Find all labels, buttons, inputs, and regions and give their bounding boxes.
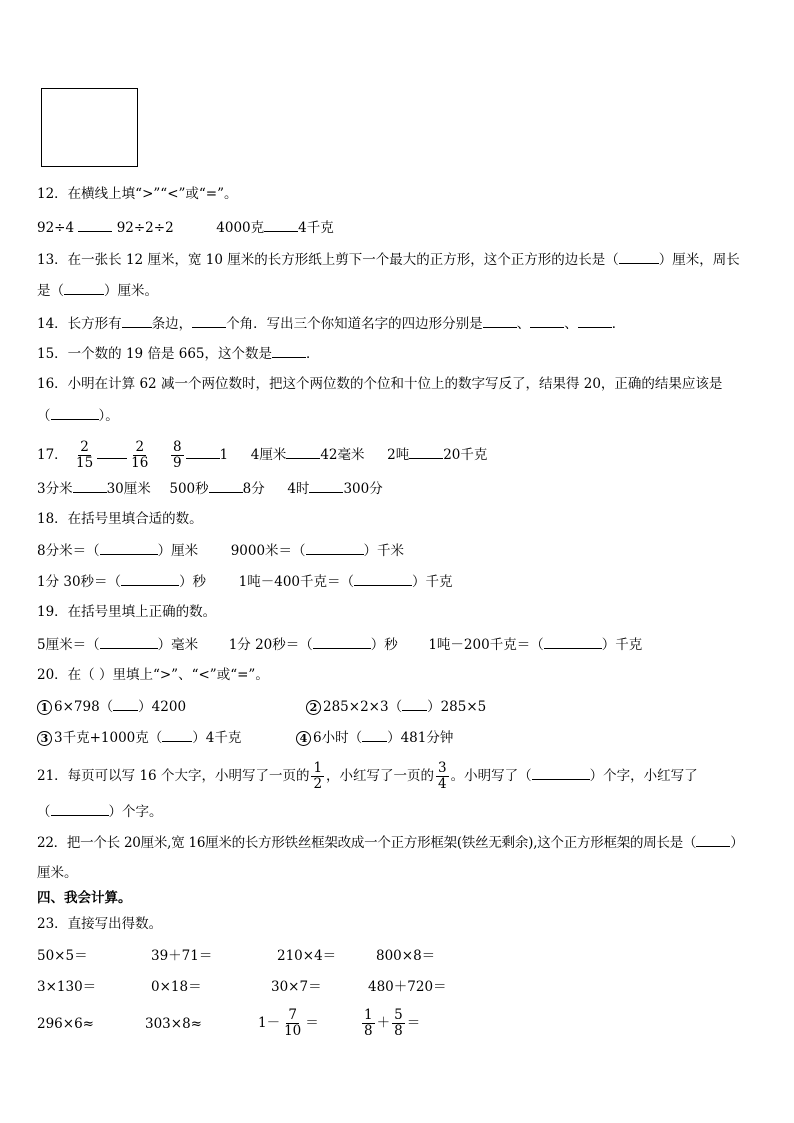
q21-frac1-den: 2	[313, 776, 323, 792]
q20-item3	[37, 727, 241, 748]
q21-blank-ming[interactable]	[532, 765, 590, 780]
q23-r1-c4: 800×8＝	[376, 948, 436, 964]
q21-line2	[37, 801, 163, 822]
q21-text2: ，小红写了一页的	[326, 768, 435, 784]
q14-blank-shape1[interactable]	[483, 313, 517, 328]
q23-r2-c1: 3×130＝	[37, 979, 97, 995]
q18-blank-a[interactable]	[100, 540, 158, 555]
q20-i1-right: ）4200	[138, 699, 187, 715]
q20-blank2[interactable]	[402, 696, 427, 711]
answer-box	[41, 88, 138, 167]
q21-frac2-num: 3	[438, 760, 447, 776]
q18-b-left: 9000米＝（	[230, 543, 306, 559]
q18-d-right: ）千克	[412, 574, 453, 590]
q17-c2-left: 2吨	[387, 447, 410, 463]
q23-r3d-num1: 1	[364, 1007, 373, 1023]
q21-text1: 21．每页可以写 16 个大字，小明写了一页的	[37, 768, 310, 784]
q23-r3c-num: 7	[288, 1007, 297, 1023]
q20-blank4[interactable]	[362, 727, 387, 742]
q17-c1-right: 42毫米	[320, 447, 365, 463]
q18-blank-c[interactable]	[121, 571, 179, 586]
q23-r3c-frac	[282, 1008, 303, 1039]
q17-r2a-left: 3分米	[37, 481, 73, 497]
q17-f3-right: 1	[219, 447, 229, 463]
q20-circle4: 4	[296, 731, 311, 746]
q18-d-left: 1吨－400千克＝（	[238, 574, 355, 590]
q12-title: 12．在横线上填“>”“<”或“=”。	[37, 186, 238, 202]
q15-blank[interactable]	[272, 343, 306, 358]
q16-line2-start: （	[37, 408, 51, 424]
q14-blank-angles[interactable]	[192, 313, 226, 328]
q23-r3-c2: 303×8≈	[145, 1016, 202, 1032]
q17-blank6[interactable]	[209, 478, 243, 493]
q22-line1	[37, 832, 743, 853]
q23-r2-c2: 0×18＝	[151, 979, 202, 995]
q19-blank-b[interactable]	[313, 634, 371, 649]
q17-label: 17．	[37, 447, 68, 463]
q21-line2-end: ）个字。	[108, 804, 163, 820]
q22-text-end: ）	[730, 835, 744, 851]
q19-c-right: ）千克	[601, 637, 643, 653]
q15-text: 15．一个数的 19 倍是 665，这个数是	[37, 346, 272, 362]
q17-frac2-den: 16	[131, 455, 149, 471]
q19-a-right: ）毫米	[157, 637, 199, 653]
q18-c-right: ）秒	[179, 574, 207, 590]
q23-r3d-plus: ＋	[376, 1015, 391, 1031]
q14-text2: 条边，	[151, 316, 193, 332]
q18-title: 18．在括号里填合适的数。	[37, 511, 203, 527]
q12-b-blank[interactable]	[264, 217, 298, 232]
q20-circle3: 3	[37, 731, 52, 746]
q23-r3-c1: 296×6≈	[37, 1016, 94, 1032]
q14-end: ．	[611, 316, 626, 332]
q14-text1: 14．长方形有	[37, 316, 122, 332]
q17-c1-left: 4厘米	[250, 447, 287, 463]
q18-row2	[37, 571, 453, 592]
q20-blank1[interactable]	[113, 696, 138, 711]
q21-text3: 。小明写了（	[450, 768, 532, 784]
q20-i4-left: 6小时（	[313, 730, 363, 746]
q22-line2: 厘米。	[37, 865, 78, 881]
q23-r3d-frac2	[392, 1008, 405, 1039]
q14-blank-shape3[interactable]	[578, 313, 612, 328]
q17-r2c-right: 300分	[343, 481, 383, 497]
q14	[37, 313, 625, 334]
q17-frac3	[171, 440, 184, 471]
q14-sep1: 、	[516, 316, 531, 332]
q22-blank[interactable]	[696, 832, 730, 847]
q17-r2b-right: 8分	[242, 481, 265, 497]
q23-r3-c3	[258, 1004, 319, 1042]
q14-blank-shape2[interactable]	[530, 313, 564, 328]
q21-line2-start: （	[37, 804, 51, 820]
q13-text: 13．在一张长 12 厘米，宽 10 厘米的长方形纸上剪下一个最大的正方形，这个正方形的边长是（	[37, 252, 619, 268]
q16-line2	[37, 405, 119, 426]
q23-r1-c2: 39＋71＝	[151, 948, 213, 964]
q17-frac1	[74, 440, 95, 471]
q16-blank[interactable]	[51, 405, 99, 420]
q13-text-end: ）厘米，周长	[658, 252, 740, 268]
q16-line2-end: ）。	[98, 408, 119, 424]
q23-r3d-den2: 8	[394, 1023, 403, 1039]
q23-r3c-den: 10	[284, 1023, 302, 1039]
q23-r3d-den1: 8	[364, 1023, 373, 1039]
q15	[37, 343, 320, 364]
q18-c-left: 1分 30秒＝（	[37, 574, 122, 590]
q23-r3d-num2: 5	[394, 1007, 403, 1023]
q19-row1	[37, 634, 642, 655]
q17-blank4[interactable]	[409, 444, 443, 459]
q13-line2-start: 是（	[37, 283, 64, 299]
q21-blank-hong[interactable]	[51, 801, 109, 816]
q18-b-right: ）千米	[363, 543, 405, 559]
q13-blank-side[interactable]	[619, 249, 659, 264]
q20-blank3[interactable]	[162, 727, 192, 742]
q20-i3-left: 3千克+1000克（	[54, 730, 163, 746]
q20-i3-right: ）4千克	[192, 730, 242, 746]
q18-a-right: ）厘米	[157, 543, 199, 559]
q20-item2	[306, 696, 486, 717]
q12-a-blank[interactable]	[78, 217, 112, 232]
q21-text4: ）个字，小红写了	[589, 768, 698, 784]
q17-blank5[interactable]	[73, 478, 107, 493]
q21-frac1-num: 1	[313, 760, 323, 776]
q19-blank-c[interactable]	[544, 634, 602, 649]
q23-r1-c1: 50×5＝	[37, 948, 88, 964]
q20-i1-left: 6×798（	[54, 699, 114, 715]
q17-frac3-den: 9	[172, 455, 182, 471]
q21-frac2	[436, 761, 449, 792]
q23-r3d-frac1	[362, 1008, 375, 1039]
q21-line1	[37, 760, 698, 792]
q12-items	[37, 217, 334, 238]
q21-frac2-den: 4	[438, 776, 447, 792]
q19-a-left: 5厘米＝（	[37, 637, 100, 653]
q17-blank7[interactable]	[309, 478, 343, 493]
q21-frac1	[311, 761, 324, 792]
q19-title: 19．在括号里填上正确的数。	[37, 604, 217, 620]
q13-line2	[37, 280, 158, 301]
q23-r3c-eq: ＝	[305, 1015, 319, 1031]
q17-r2c-left: 4时	[287, 481, 310, 497]
q12-b-right: 4千克	[298, 220, 334, 236]
q20-i2-right: ）285×5	[427, 699, 487, 715]
q17-r2b-left: 500秒	[169, 481, 209, 497]
q18-row1	[37, 540, 404, 561]
q12-a-right: 92÷2÷2	[116, 220, 174, 236]
q22-text: 22．把一个长 20厘米,宽 16厘米的长方形铁丝框架改成一个正方形框架(铁丝无剩余),这个正方形框架的周长是（	[37, 835, 697, 851]
q17-blank3[interactable]	[286, 444, 320, 459]
q19-b-left: 1分 20秒＝（	[228, 637, 313, 653]
q17-row2	[37, 478, 383, 499]
q23-r3c-whole: 1－	[258, 1015, 281, 1031]
q17-frac1-num: 2	[80, 439, 89, 455]
q17-frac3-num: 8	[172, 439, 182, 455]
q13-blank-perimeter[interactable]	[64, 280, 104, 295]
q13-line2-end: ）厘米。	[104, 283, 158, 299]
q17-c2-right: 20千克	[443, 447, 488, 463]
q18-a-left: 8分米＝（	[37, 543, 100, 559]
q18-blank-b[interactable]	[306, 540, 364, 555]
q23-title: 23．直接写出得数。	[37, 916, 163, 932]
q20-title: 20．在（ ）里填上“>”、“<”或“=”。	[37, 667, 269, 683]
q17-blank2[interactable]	[186, 444, 220, 459]
q14-text3: 个角．写出三个你知道名字的四边形分别是	[226, 316, 483, 332]
q23-r3d-eq: ＝	[406, 1015, 421, 1031]
q16-line1: 16．小明在计算 62 减一个两位数时，把这个两位数的个位和十位上的数字写反了，结果得 20，正确的结果应该是	[37, 376, 723, 392]
q15-end: ．	[306, 346, 320, 362]
q23-r1-c3: 210×4＝	[277, 948, 337, 964]
q20-circle1: 1	[37, 700, 52, 715]
q18-blank-d[interactable]	[354, 571, 412, 586]
q13-line1	[37, 249, 740, 270]
q19-c-left: 1吨－200千克＝（	[428, 637, 544, 653]
q17-row1	[37, 440, 487, 471]
q17-r2a-right: 30厘米	[106, 481, 151, 497]
q19-blank-a[interactable]	[100, 634, 158, 649]
q20-circle2: 2	[306, 700, 321, 715]
q23-r2-c4: 480＋720＝	[368, 979, 447, 995]
q19-b-right: ）秒	[370, 637, 398, 653]
q20-i4-right: ）481分钟	[387, 730, 454, 746]
q20-i2-left: 285×2×3（	[323, 699, 403, 715]
q14-blank-edges[interactable]	[122, 313, 152, 328]
section4-title: 四、我会计算。	[37, 890, 132, 906]
q17-frac1-den: 15	[75, 455, 94, 471]
q17-frac2	[129, 440, 150, 471]
q23-r3-c4	[360, 1004, 420, 1042]
q23-r2-c3: 30×7＝	[271, 979, 322, 995]
q20-item4	[296, 727, 453, 748]
q14-sep2: 、	[564, 316, 578, 332]
q17-blank1[interactable]	[97, 444, 127, 459]
q12-b-left: 4000克	[216, 220, 265, 236]
q17-frac2-num: 2	[135, 439, 145, 455]
q20-item1	[37, 696, 186, 717]
q12-a-left: 92÷4	[37, 220, 75, 236]
